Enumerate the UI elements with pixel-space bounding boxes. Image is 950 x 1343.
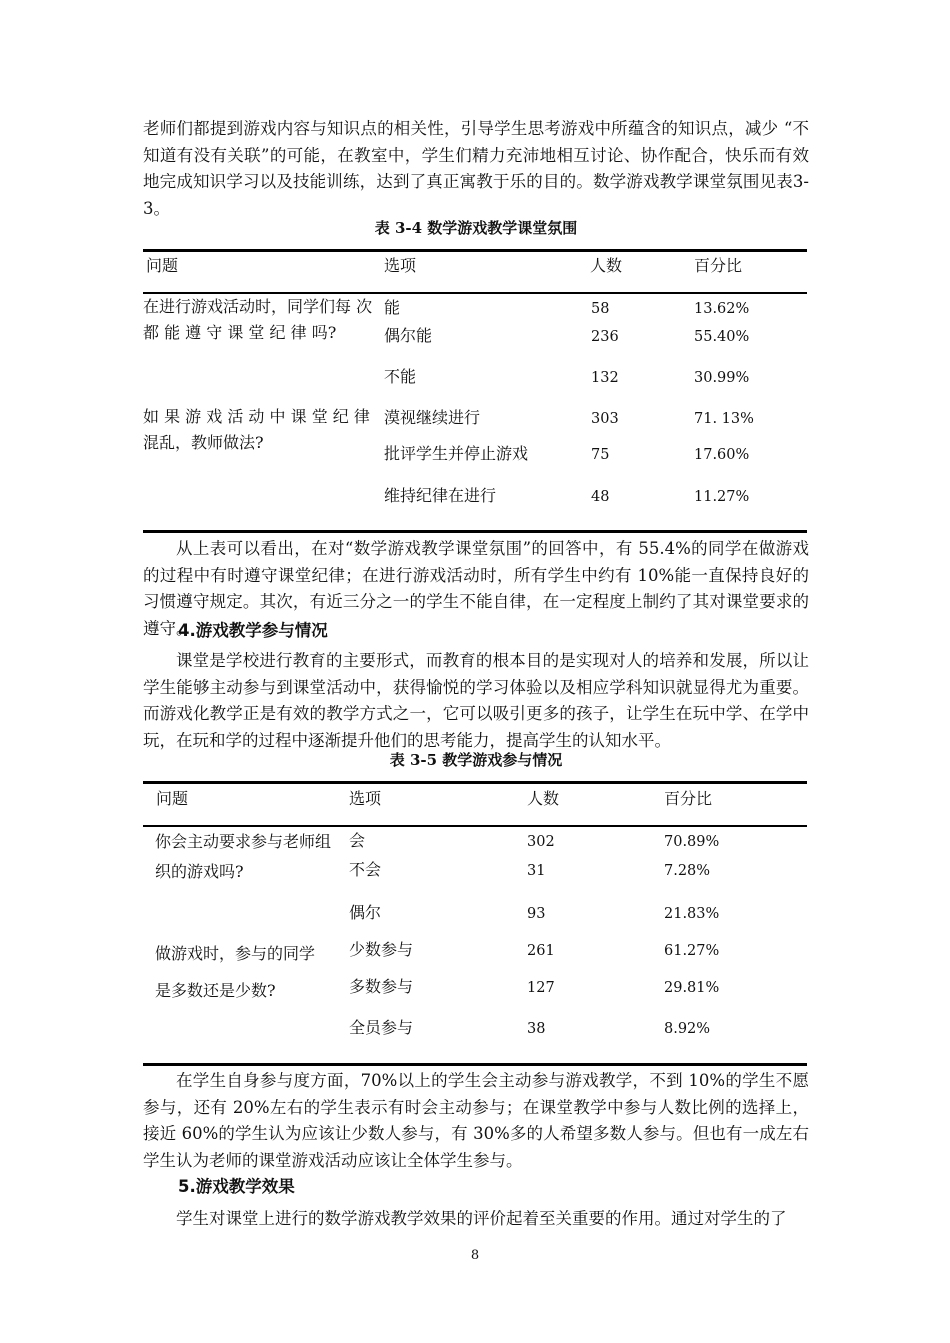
paragraph-after-table1: 从上表可以看出，在对“数学游戏教学课堂氛围”的回答中，有 55.4%的同学在做游戏的过程中有时遵守课堂纪律；在进行游戏活动时，所有学生中约有 10%能一直保持良好的习惯遵守规定。其次，有近三分之一的学生不能自律，在一定程度上制约了其对课堂要求的遵守。 [143,539,809,638]
table1-percent: 30.99% [694,370,750,386]
table1-count: 48 [591,489,610,505]
table1-percent: 11.27% [694,489,750,505]
table2-count: 38 [527,1021,546,1037]
table1-option: 批评学生并停止游戏 [384,444,529,463]
table2-option: 不会 [349,860,382,879]
table2-count: 261 [527,943,555,959]
table1-count: 75 [591,447,610,463]
table2-question-2: 做游戏时，参与的同学是多数还是少数? [155,944,316,1000]
table1-header-count: 人数 [590,256,623,275]
table1-caption: 表 3-4 数学游戏教学课堂氛围 [374,219,578,237]
table1-count: 58 [591,301,610,317]
table2-header-question: 问题 [156,789,189,808]
table2-percent: 70.89% [664,834,720,850]
table2-top-rule [143,781,807,784]
table1-bottom-rule [143,530,807,533]
table2-count: 127 [527,980,555,996]
table1-header-percent: 百分比 [694,256,743,275]
table2-option: 偶尔 [349,903,382,922]
intro-paragraph: 老师们都提到游戏内容与知识点的相关性，引导学生思考游戏中所蕴含的知识点，减少 “不知道有没有关联”的可能，在教室中，学生们精力充沛地相互讨论、协作配合，快乐而有效地完成知识学习以及技能训练，达到了真正寓教于乐的目的。数学游戏教学课堂氛围见表3-3。 [143,119,809,218]
section-heading-5: 5.游戏教学效果 [178,1177,295,1196]
table2-count: 93 [527,906,546,922]
table1-question-1: 在进行游戏活动时，同学们每 次都 能 遵 守 课 堂 纪 律 吗? [143,297,373,342]
table2-header-percent: 百分比 [664,789,713,808]
table1-count: 236 [591,329,619,345]
table1-count: 303 [591,411,619,427]
table1-option: 能 [384,298,401,317]
table2-percent: 21.83% [664,906,720,922]
table2-question-1: 你会主动要求参与老师组织的游戏吗? [155,832,332,881]
paragraph-after-table2: 在学生自身参与度方面，70%以上的学生会主动参与游戏教学，不到 10%的学生不愿参与，还有 20%左右的学生表示有时会主动参与；在课堂教学中参与人数比例的选择上，接近 60%的学生认为应该让少数人参与，有 30%多的人希望多数人参与。但也有一成左右学生认为老师的课堂游戏活动应该让全体学生参与。 [143,1071,809,1170]
table2-percent: 29.81% [664,980,720,996]
table1-option: 维持纪律在进行 [384,486,497,505]
table1-option: 偶尔能 [384,326,433,345]
table1-top-rule [143,249,807,252]
table1-count: 132 [591,370,619,386]
section-heading-4: 4.游戏教学参与情况 [178,621,328,640]
table1-percent: 55.40% [694,329,750,345]
table1-option: 漠视继续进行 [384,408,481,427]
table1-question-2: 如 果 游 戏 活 动 中 课 堂 纪 律 混乱，教师做法? [143,407,370,452]
table1-option: 不能 [384,367,417,386]
table2-option: 多数参与 [349,977,414,996]
table2-percent: 7.28% [664,863,711,879]
table2-count: 302 [527,834,555,850]
table2-caption: 表 3-5 教学游戏参与情况 [389,751,563,769]
table1-percent: 71. 13% [694,411,754,427]
table1-percent: 17.60% [694,447,750,463]
paragraph-participation: 课堂是学校进行教育的主要形式，而教育的根本目的是实现对人的培养和发展，所以让学生能够主动参与到课堂活动中，获得愉悦的学习体验以及相应学科知识就显得尤为重要。而游戏化教学正是有效的教学方式之一，它可以吸引更多的孩子，让学生在玩中学、在学中玩，在玩和学的过程中逐渐提升他们的思考能力，提高学生的认知水平。 [143,651,809,750]
table2-option: 少数参与 [349,940,414,959]
table1-header-question: 问题 [146,256,179,275]
table2-header-option: 选项 [349,789,382,808]
paragraph-effect: 学生对课堂上进行的数学游戏教学效果的评价起着至关重要的作用。通过对学生的了 [176,1209,787,1228]
table2-count: 31 [527,863,546,879]
table1-percent: 13.62% [694,301,750,317]
table2-header-count: 人数 [527,789,560,808]
table1-header-option: 选项 [384,256,417,275]
table2-bottom-rule [143,1063,807,1066]
table2-option: 全员参与 [349,1018,414,1037]
page-number: 8 [470,1248,480,1263]
table2-percent: 61.27% [664,943,720,959]
table2-option: 会 [349,831,366,850]
table2-percent: 8.92% [664,1021,711,1037]
